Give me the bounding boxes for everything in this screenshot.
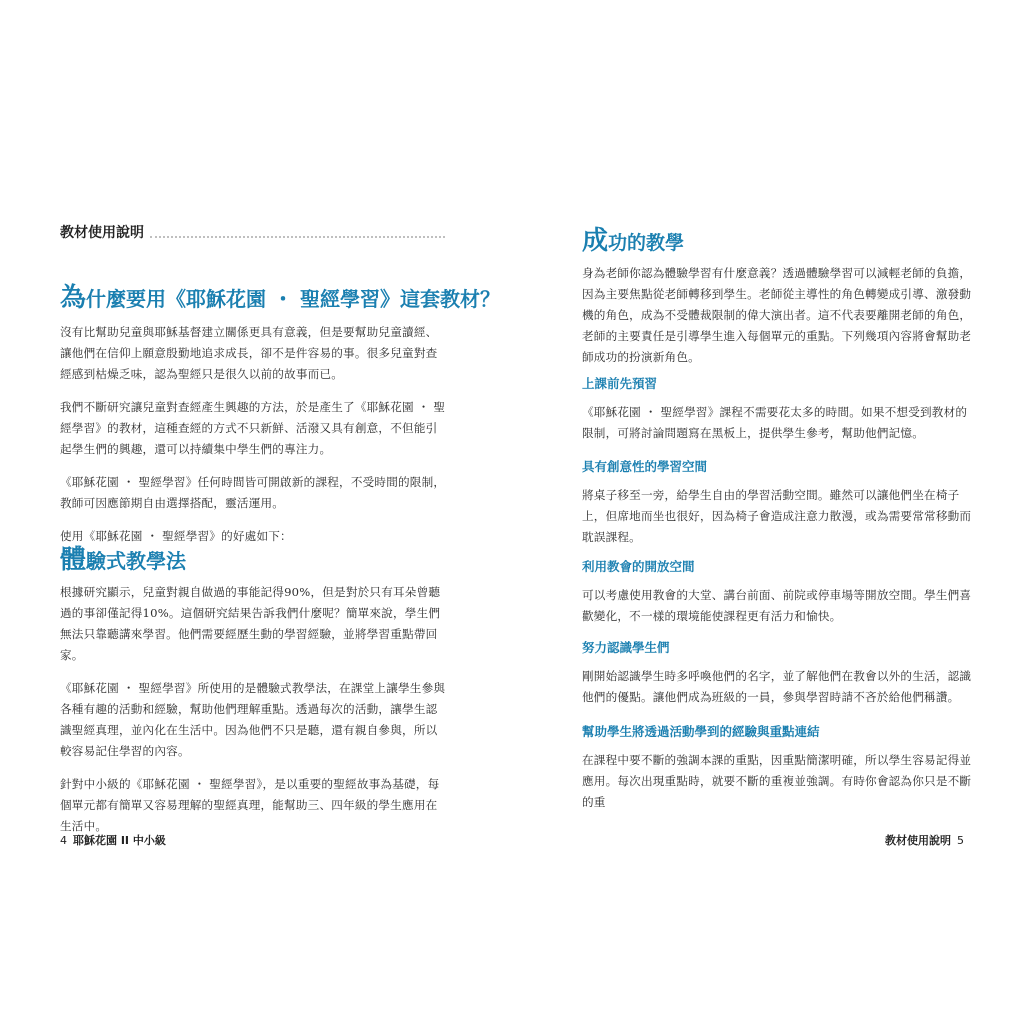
paragraph: 根據研究顯示，兒童對親自做過的事能記得90%，但是對於只有耳朵曾聽過的事卻僅記得10%。這個研究結果告訴我們什麼呢？簡單來說，學生們無法只靠聽講來學習。他們需要經歷生動的學習經驗，並將學習重點帶回家。: [60, 585, 441, 662]
heading-initial: 為: [60, 283, 87, 313]
paragraph: [582, 585, 974, 627]
page-number: 5: [957, 834, 964, 847]
heading-initial: 體: [60, 545, 87, 575]
right-page: [512, 0, 1024, 1024]
page-footer-left: [60, 832, 166, 848]
page-footer-right: [885, 832, 964, 848]
subheading: 利用教會的開放空間: [582, 559, 695, 574]
subheading: 上課前先預習: [582, 376, 658, 391]
section-heading-experiential: [60, 539, 186, 576]
paragraph: 《耶穌花園 ・ 聖經學習》所使用的是體驗式教學法，在課堂上讓學生參與各種有趣的活動和經驗，幫助他們理解重點。透過每次的活動，讓學生認識聖經真理，並內化在生活中。因為他們不只是聽，還有親自參與，所以較容易記住學習的內容。: [60, 681, 446, 758]
paragraph: [582, 485, 974, 548]
heading-rest: 驗式教學法: [86, 549, 187, 573]
heading-rest: 什麼要用《耶穌花園 ・ 聖經學習》這套教材？: [86, 287, 500, 311]
paragraph: 針對中小級的《耶穌花園 ・ 聖經學習》，是以重要的聖經故事為基礎，每個單元都有簡單又容易理解的聖經真理，能幫助三、四年級的學生應用在生活中。: [60, 777, 440, 833]
paragraph: 身為老師你認為體驗學習有什麼意義？透過體驗學習可以減輕老師的負擔，因為主要焦點從老師轉移到學生。老師從主導性的角色轉變成引導、激發動機的角色，成為不受體裁限制的偉大演出者。這不代表要離開老師的角色，老師的主要責任是引導學生進入每個單元的重點。下列幾項內容將會幫助老師成功的扮演新角色。: [582, 266, 972, 364]
running-header: 教材使用說明: [60, 225, 144, 241]
paragraph: 沒有比幫助兒童與耶穌基督建立關係更具有意義，但是要幫助兒童讀經、讓他們在信仰上願意殷勤地追求成長，卻不是件容易的事。很多兒童對查經感到枯燥乏味，認為聖經只是很久以前的故事而已。: [60, 325, 438, 381]
section-heading-success: [582, 220, 684, 257]
heading-rest: 功的教學: [608, 232, 685, 254]
heading-initial: 成: [582, 226, 609, 256]
section-heading-why: [60, 277, 500, 314]
subheading: 幫助學生將透過活動學到的經驗與重點連結: [582, 724, 820, 739]
page-number: 4: [60, 834, 67, 847]
paragraph-text: 可以考慮使用教會的大堂、講台前面、前院或停車場等開放空間。學生們喜歡變化，不一樣的環境能使課程更有活力和愉快。: [582, 588, 972, 623]
paragraph: 《耶穌花園 ・ 聖經學習》任何時間皆可開啟新的課程，不受時間的限制，教師可因應節期自由選擇搭配，靈活運用。: [60, 475, 446, 510]
paragraph-block-2: [60, 582, 448, 837]
paragraph: 我們不斷研究讓兒童對查經產生興趣的方法，於是產生了《耶穌花園 ・ 聖經學習》的教材，這種查經的方式不只新鮮、活潑又具有創意，不但能引起學生們的興趣，還可以持續集中學生們的專注力。: [60, 400, 446, 456]
paragraph-block-1: [60, 322, 448, 547]
paragraph: 使用《耶穌花園 ・ 聖經學習》的好處如下：: [60, 529, 292, 543]
intro-paragraph: [582, 263, 974, 368]
paragraph-text: 在課程中要不斷的強調本課的重點，因重點簡潔明確，所以學生容易記得並應用。每次出現重點時，就要不斷的重複並強調。有時你會認為你只是不斷的重: [582, 753, 972, 809]
paragraph: [582, 666, 974, 708]
dotted-rule: [150, 236, 445, 238]
paragraph-text: 將桌子移至一旁，給學生自由的學習活動空間。雖然可以讓他們坐在椅子上，但席地而坐也很好，因為椅子會造成注意力散漫，或為需要常常移動而耽誤課程。: [582, 488, 972, 544]
paragraph: [582, 750, 974, 813]
paragraph-text: 《耶穌花園 ・ 聖經學習》課程不需要花太多的時間。如果不想受到教材的限制，可將討論問題寫在黑板上，提供學生參考，幫助他們記憶。: [582, 405, 968, 440]
subheading: 具有創意性的學習空間: [582, 459, 708, 474]
paragraph-text: 剛開始認識學生時多呼喚他們的名字，並了解他們在教會以外的生活，認識他們的優點。讓他們成為班級的一員，參與學習時請不吝於給他們稱讚。: [582, 669, 972, 704]
footer-title: 耶穌花園 II 中小級: [73, 834, 166, 847]
footer-title: 教材使用說明: [885, 834, 951, 847]
paragraph: [582, 402, 974, 444]
subheading: 努力認識學生們: [582, 640, 670, 655]
